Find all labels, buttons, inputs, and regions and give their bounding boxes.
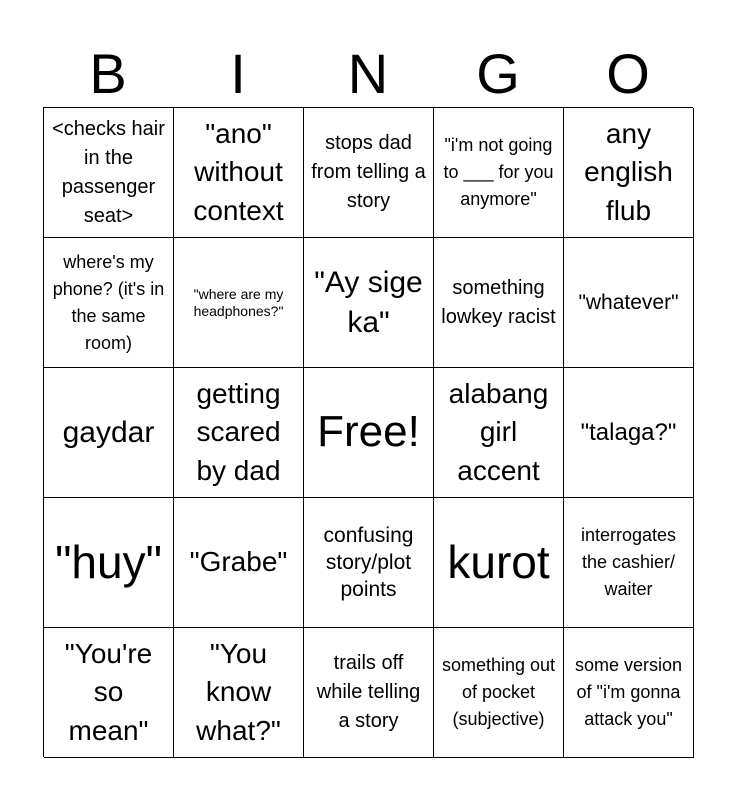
bingo-cell[interactable]: interrogates the cashier/ waiter (564, 498, 694, 628)
bingo-cell[interactable]: any english flub (564, 108, 694, 238)
bingo-cell[interactable]: getting scared by dad (174, 368, 304, 498)
bingo-cell[interactable]: "ano" without context (174, 108, 304, 238)
bingo-grid (43, 107, 693, 757)
bingo-header (43, 40, 693, 108)
bingo-cell[interactable]: stops dad from telling a story (304, 108, 434, 238)
header-letter-i: I (230, 42, 246, 105)
header-letter-b: B (89, 42, 127, 105)
bingo-cell[interactable]: where's my phone? (it's in the same room) (44, 238, 174, 368)
bingo-cell[interactable]: gaydar (44, 368, 174, 498)
bingo-cell[interactable]: something out of pocket (subjective) (434, 628, 564, 758)
bingo-cell[interactable]: "whatever" (564, 238, 694, 368)
bingo-cell[interactable]: "You know what?" (174, 628, 304, 758)
header-letter-n: N (347, 42, 389, 105)
header-letter-o: O (606, 42, 650, 105)
bingo-cell[interactable]: some version of "i'm gonna attack you" (564, 628, 694, 758)
bingo-cell[interactable]: "You're so mean" (44, 628, 174, 758)
bingo-cell[interactable]: "Grabe" (174, 498, 304, 628)
bingo-cell[interactable]: something lowkey racist (434, 238, 564, 368)
bingo-cell[interactable]: alabang girl accent (434, 368, 564, 498)
bingo-cell[interactable]: "where are my headphones?" (174, 238, 304, 368)
bingo-cell[interactable]: trails off while telling a story (304, 628, 434, 758)
header-letter-g: G (476, 42, 520, 105)
bingo-cell[interactable]: "huy" (44, 498, 174, 628)
bingo-cell[interactable]: confusing story/plot points (304, 498, 434, 628)
bingo-cell[interactable]: <checks hair in the passenger seat> (44, 108, 174, 238)
bingo-cell[interactable]: kurot (434, 498, 564, 628)
bingo-cell[interactable]: "talaga?" (564, 368, 694, 498)
bingo-cell[interactable]: "i'm not going to ___ for you anymore" (434, 108, 564, 238)
bingo-cell[interactable]: "Ay sige ka" (304, 238, 434, 368)
free-cell[interactable]: Free! (304, 368, 434, 498)
